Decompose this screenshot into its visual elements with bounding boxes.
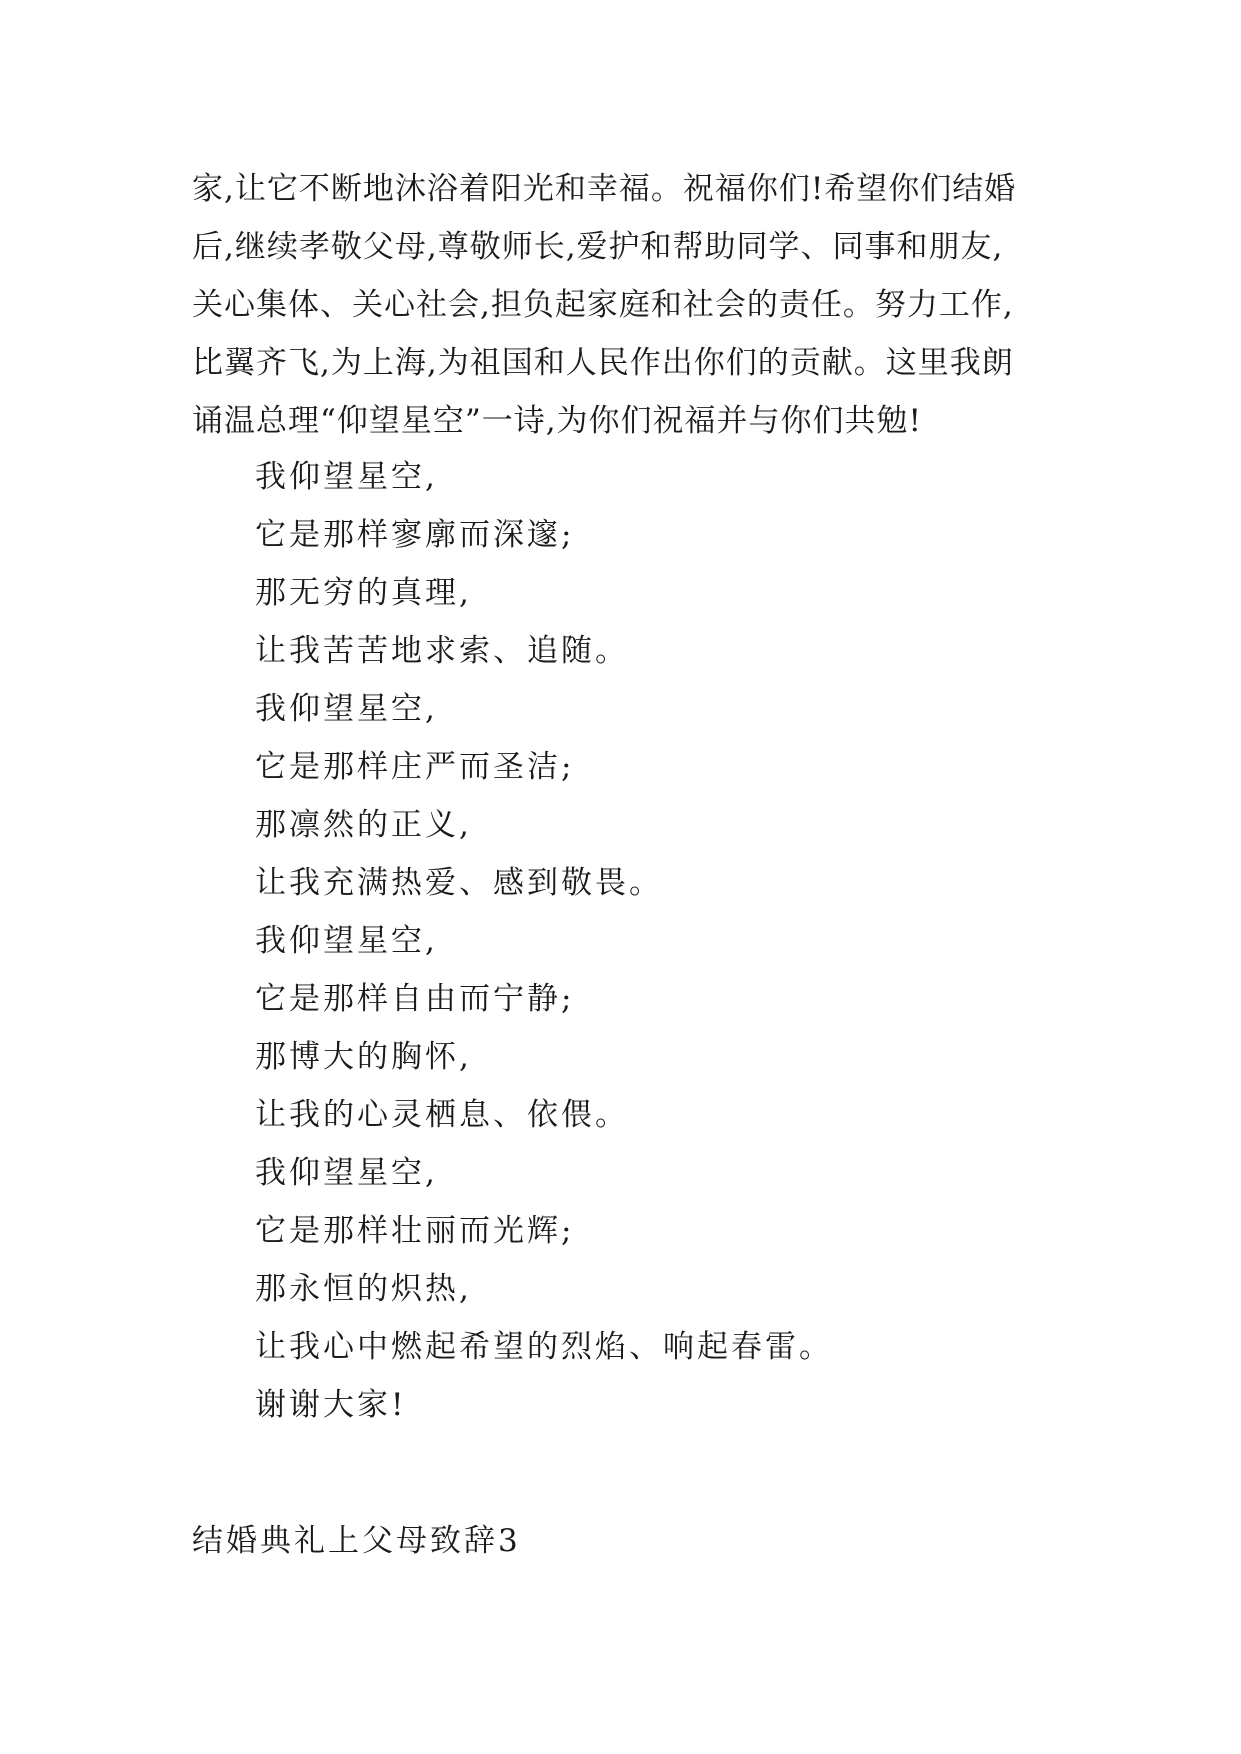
poem-line: 它是那样壮丽而光辉;	[255, 1213, 575, 1249]
paragraph-line: 比翼齐飞,为上海,为祖国和人民作出你们的贡献。这里我朗	[192, 345, 1014, 381]
poem-line: 它是那样庄严而圣洁;	[255, 749, 575, 785]
poem-line: 我仰望星空,	[255, 1155, 438, 1191]
paragraph-line: 家,让它不断地沐浴着阳光和幸福。祝福你们!希望你们结婚	[192, 171, 1017, 207]
poem-block	[255, 448, 1075, 1434]
paragraph-line: 后,继续孝敬父母,尊敬师长,爱护和帮助同学、同事和朋友,	[192, 229, 1004, 265]
speech-paragraph	[192, 160, 1072, 450]
poem-line: 让我充满热爱、感到敬畏。	[255, 865, 663, 901]
poem-line: 那永恒的炽热,	[255, 1271, 472, 1307]
poem-line: 让我的心灵栖息、依偎。	[255, 1097, 629, 1133]
poem-line: 我仰望星空,	[255, 923, 438, 959]
poem-line: 那博大的胸怀,	[255, 1039, 472, 1075]
poem-line: 它是那样自由而宁静;	[255, 981, 575, 1017]
poem-line: 它是那样寥廓而深邃;	[255, 517, 575, 553]
section-heading: 结婚典礼上父母致辞3	[192, 1523, 521, 1559]
closing-line: 谢谢大家!	[255, 1387, 407, 1423]
poem-line: 那凛然的正义,	[255, 807, 472, 843]
poem-line: 那无穷的真理,	[255, 575, 472, 611]
poem-line: 让我心中燃起希望的烈焰、响起春雷。	[255, 1329, 833, 1365]
poem-line: 我仰望星空,	[255, 459, 438, 495]
paragraph-line: 诵温总理“仰望星空”一诗,为你们祝福并与你们共勉!	[192, 403, 923, 439]
poem-line: 我仰望星空,	[255, 691, 438, 727]
paragraph-line: 关心集体、关心社会,担负起家庭和社会的责任。努力工作,	[192, 287, 1014, 323]
poem-line: 让我苦苦地求索、追随。	[255, 633, 629, 669]
